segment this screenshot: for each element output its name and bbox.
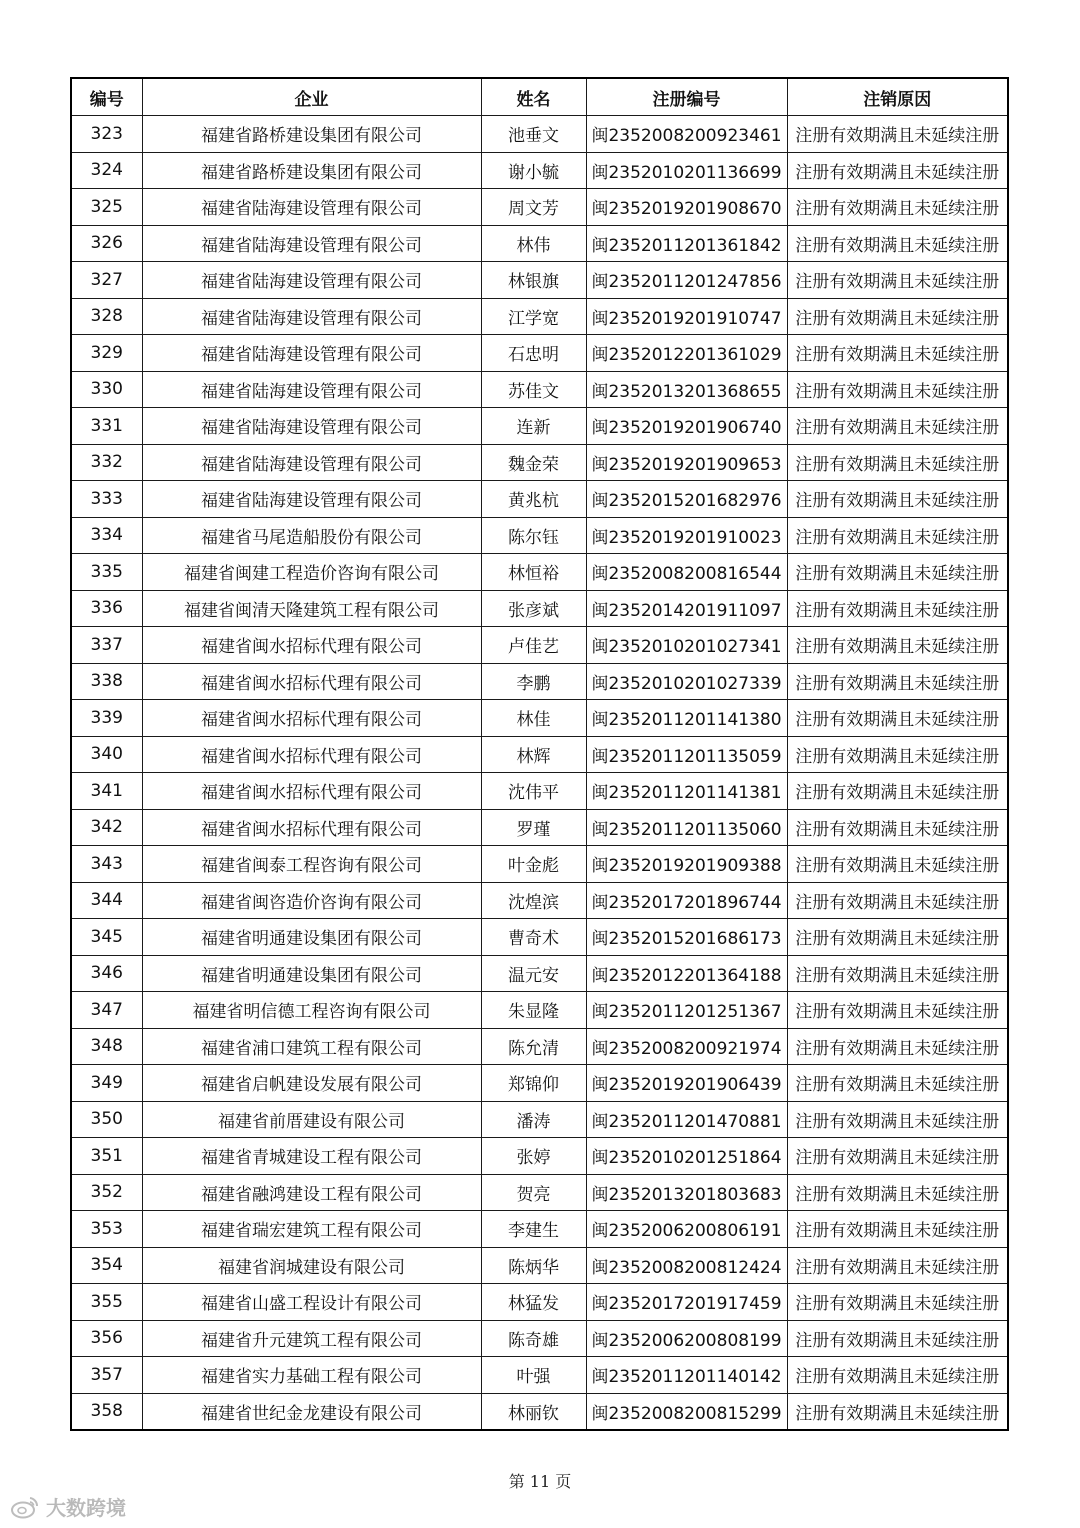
table-row <box>71 1284 1008 1321</box>
cell-company: 福建省青城建设工程有限公司 <box>142 1138 481 1175</box>
cell-no: 333 <box>71 481 142 518</box>
table-row <box>71 773 1008 810</box>
cell-name: 林恒裕 <box>481 554 586 591</box>
cell-company: 福建省实力基础工程有限公司 <box>142 1357 481 1394</box>
cell-reason: 注册有效期满且未延续注册 <box>787 846 1008 883</box>
cell-no: 339 <box>71 700 142 737</box>
cell-no: 358 <box>71 1393 142 1430</box>
cell-reason: 注册有效期满且未延续注册 <box>787 116 1008 153</box>
cell-company: 福建省路桥建设集团有限公司 <box>142 116 481 153</box>
cell-reason: 注册有效期满且未延续注册 <box>787 663 1008 700</box>
cell-company: 福建省闽水招标代理有限公司 <box>142 627 481 664</box>
cell-company: 福建省陆海建设管理有限公司 <box>142 335 481 372</box>
cell-name: 林佳 <box>481 700 586 737</box>
cell-company: 福建省闽水招标代理有限公司 <box>142 700 481 737</box>
table-row <box>71 955 1008 992</box>
cell-reason: 注册有效期满且未延续注册 <box>787 517 1008 554</box>
cell-reg-number: 闽2352011201141381 <box>586 773 787 810</box>
weibo-logo-icon <box>10 1495 40 1519</box>
cell-reason: 注册有效期满且未延续注册 <box>787 225 1008 262</box>
cell-reason: 注册有效期满且未延续注册 <box>787 736 1008 773</box>
cell-company: 福建省闽泰工程咨询有限公司 <box>142 846 481 883</box>
cell-reason: 注册有效期满且未延续注册 <box>787 1101 1008 1138</box>
cell-reason: 注册有效期满且未延续注册 <box>787 262 1008 299</box>
cell-no: 325 <box>71 189 142 226</box>
cell-reason: 注册有效期满且未延续注册 <box>787 371 1008 408</box>
cell-company: 福建省闽水招标代理有限公司 <box>142 773 481 810</box>
cell-no: 354 <box>71 1247 142 1284</box>
cell-reason: 注册有效期满且未延续注册 <box>787 554 1008 591</box>
cell-reason: 注册有效期满且未延续注册 <box>787 1065 1008 1102</box>
table-row <box>71 554 1008 591</box>
table-row <box>71 371 1008 408</box>
table-row <box>71 116 1008 153</box>
cell-no: 357 <box>71 1357 142 1394</box>
table-row <box>71 517 1008 554</box>
cell-name: 黄兆杭 <box>481 481 586 518</box>
cell-name: 沈煌滨 <box>481 882 586 919</box>
cell-company: 福建省闽清天隆建筑工程有限公司 <box>142 590 481 627</box>
cell-company: 福建省闽水招标代理有限公司 <box>142 809 481 846</box>
cell-no: 324 <box>71 152 142 189</box>
cell-reason: 注册有效期满且未延续注册 <box>787 152 1008 189</box>
cell-company: 福建省闽水招标代理有限公司 <box>142 736 481 773</box>
cell-reg-number: 闽2352011201141380 <box>586 700 787 737</box>
cell-reg-number: 闽2352019201906740 <box>586 408 787 445</box>
cell-reg-number: 闽2352006200806191 <box>586 1211 787 1248</box>
cell-name: 卢佳艺 <box>481 627 586 664</box>
cell-name: 谢小毓 <box>481 152 586 189</box>
cell-reg-number: 闽2352013201368655 <box>586 371 787 408</box>
cell-reg-number: 闽2352019201909388 <box>586 846 787 883</box>
table-row <box>71 262 1008 299</box>
cell-name: 林丽钦 <box>481 1393 586 1430</box>
table-row <box>71 700 1008 737</box>
cell-company: 福建省马尾造船股份有限公司 <box>142 517 481 554</box>
cell-reason: 注册有效期满且未延续注册 <box>787 189 1008 226</box>
cell-reason: 注册有效期满且未延续注册 <box>787 955 1008 992</box>
cell-reg-number: 闽2352013201803683 <box>586 1174 787 1211</box>
cell-company: 福建省明信德工程咨询有限公司 <box>142 992 481 1029</box>
page-number: 第 11 页 <box>508 1472 572 1491</box>
cell-reason: 注册有效期满且未延续注册 <box>787 1393 1008 1430</box>
cell-name: 林猛发 <box>481 1284 586 1321</box>
cell-company: 福建省升元建筑工程有限公司 <box>142 1320 481 1357</box>
table-row <box>71 1028 1008 1065</box>
cell-reg-number: 闽2352008200816544 <box>586 554 787 591</box>
cell-reg-number: 闽2352010201251864 <box>586 1138 787 1175</box>
header-company: 企业 <box>142 78 481 116</box>
cell-no: 348 <box>71 1028 142 1065</box>
cell-reason: 注册有效期满且未延续注册 <box>787 700 1008 737</box>
table-row <box>71 189 1008 226</box>
cell-name: 江学宽 <box>481 298 586 335</box>
cell-company: 福建省陆海建设管理有限公司 <box>142 189 481 226</box>
cell-company: 福建省陆海建设管理有限公司 <box>142 262 481 299</box>
cell-reg-number: 闽2352017201917459 <box>586 1284 787 1321</box>
table-row <box>71 736 1008 773</box>
cell-reason: 注册有效期满且未延续注册 <box>787 1174 1008 1211</box>
cell-no: 340 <box>71 736 142 773</box>
table-row <box>71 481 1008 518</box>
table-row <box>71 408 1008 445</box>
cell-reg-number: 闽2352008200815299 <box>586 1393 787 1430</box>
cell-reg-number: 闽2352019201908670 <box>586 189 787 226</box>
table-row <box>71 590 1008 627</box>
cell-name: 林辉 <box>481 736 586 773</box>
cell-name: 林伟 <box>481 225 586 262</box>
table-row <box>71 152 1008 189</box>
cell-no: 350 <box>71 1101 142 1138</box>
table-row <box>71 992 1008 1029</box>
cell-company: 福建省陆海建设管理有限公司 <box>142 371 481 408</box>
cell-reg-number: 闽2352012201364188 <box>586 955 787 992</box>
cell-no: 342 <box>71 809 142 846</box>
cell-name: 潘涛 <box>481 1101 586 1138</box>
table-row <box>71 882 1008 919</box>
cell-no: 326 <box>71 225 142 262</box>
cell-no: 323 <box>71 116 142 153</box>
cell-reason: 注册有效期满且未延续注册 <box>787 992 1008 1029</box>
table-row <box>71 1174 1008 1211</box>
table-row <box>71 1101 1008 1138</box>
cell-name: 李鹏 <box>481 663 586 700</box>
cell-company: 福建省陆海建设管理有限公司 <box>142 481 481 518</box>
cell-name: 曹奇术 <box>481 919 586 956</box>
cell-no: 344 <box>71 882 142 919</box>
cell-reason: 注册有效期满且未延续注册 <box>787 882 1008 919</box>
table-row <box>71 298 1008 335</box>
cell-reg-number: 闽2352011201135060 <box>586 809 787 846</box>
cell-name: 陈尔钰 <box>481 517 586 554</box>
cell-reason: 注册有效期满且未延续注册 <box>787 809 1008 846</box>
table-row <box>71 846 1008 883</box>
cell-reason: 注册有效期满且未延续注册 <box>787 1211 1008 1248</box>
table-row <box>71 225 1008 262</box>
cell-company: 福建省陆海建设管理有限公司 <box>142 444 481 481</box>
table-row <box>71 444 1008 481</box>
cell-no: 328 <box>71 298 142 335</box>
cell-reason: 注册有效期满且未延续注册 <box>787 335 1008 372</box>
cell-company: 福建省路桥建设集团有限公司 <box>142 152 481 189</box>
cell-reg-number: 闽2352014201911097 <box>586 590 787 627</box>
cell-reason: 注册有效期满且未延续注册 <box>787 1028 1008 1065</box>
table-row <box>71 1138 1008 1175</box>
table-row <box>71 1211 1008 1248</box>
cell-name: 连新 <box>481 408 586 445</box>
cell-reason: 注册有效期满且未延续注册 <box>787 444 1008 481</box>
cell-no: 331 <box>71 408 142 445</box>
cell-company: 福建省瑞宏建筑工程有限公司 <box>142 1211 481 1248</box>
cell-reg-number: 闽2352011201140142 <box>586 1357 787 1394</box>
cell-no: 351 <box>71 1138 142 1175</box>
cell-reg-number: 闽2352010201027339 <box>586 663 787 700</box>
cell-reason: 注册有效期满且未延续注册 <box>787 298 1008 335</box>
table-row <box>71 1357 1008 1394</box>
cell-no: 345 <box>71 919 142 956</box>
cell-reason: 注册有效期满且未延续注册 <box>787 1284 1008 1321</box>
table-row <box>71 335 1008 372</box>
cell-reg-number: 闽2352019201909653 <box>586 444 787 481</box>
cell-company: 福建省明通建设集团有限公司 <box>142 919 481 956</box>
cell-reg-number: 闽2352006200808199 <box>586 1320 787 1357</box>
cell-name: 温元安 <box>481 955 586 992</box>
cell-name: 周文芳 <box>481 189 586 226</box>
table-row <box>71 627 1008 664</box>
cell-no: 334 <box>71 517 142 554</box>
table-body <box>71 116 1008 1431</box>
cell-reason: 注册有效期满且未延续注册 <box>787 1247 1008 1284</box>
header-name: 姓名 <box>481 78 586 116</box>
cell-reason: 注册有效期满且未延续注册 <box>787 627 1008 664</box>
watermark <box>10 1492 126 1521</box>
cell-reg-number: 闽2352015201686173 <box>586 919 787 956</box>
cell-name: 苏佳文 <box>481 371 586 408</box>
table-row <box>71 1393 1008 1430</box>
cell-company: 福建省前厝建设有限公司 <box>142 1101 481 1138</box>
watermark-text: 大数跨境 <box>46 1496 126 1520</box>
cell-name: 叶金彪 <box>481 846 586 883</box>
cell-no: 343 <box>71 846 142 883</box>
cell-reason: 注册有效期满且未延续注册 <box>787 919 1008 956</box>
cell-no: 356 <box>71 1320 142 1357</box>
cell-reg-number: 闽2352012201361029 <box>586 335 787 372</box>
cell-name: 叶强 <box>481 1357 586 1394</box>
cell-name: 张婷 <box>481 1138 586 1175</box>
table-row <box>71 1065 1008 1102</box>
cell-reg-number: 闽2352017201896744 <box>586 882 787 919</box>
cell-name: 池垂文 <box>481 116 586 153</box>
cell-reason: 注册有效期满且未延续注册 <box>787 1138 1008 1175</box>
cell-name: 石忠明 <box>481 335 586 372</box>
cell-company: 福建省闽咨造价咨询有限公司 <box>142 882 481 919</box>
cell-no: 355 <box>71 1284 142 1321</box>
header-reason: 注销原因 <box>787 78 1008 116</box>
cell-company: 福建省浦口建筑工程有限公司 <box>142 1028 481 1065</box>
registration-table <box>70 77 1009 1431</box>
cell-reg-number: 闽2352010201027341 <box>586 627 787 664</box>
cell-name: 郑锦仰 <box>481 1065 586 1102</box>
cell-name: 朱显隆 <box>481 992 586 1029</box>
cell-no: 347 <box>71 992 142 1029</box>
cell-name: 张彦斌 <box>481 590 586 627</box>
cell-reason: 注册有效期满且未延续注册 <box>787 590 1008 627</box>
cell-reg-number: 闽2352019201910747 <box>586 298 787 335</box>
cell-reason: 注册有效期满且未延续注册 <box>787 773 1008 810</box>
cell-company: 福建省陆海建设管理有限公司 <box>142 298 481 335</box>
cell-no: 337 <box>71 627 142 664</box>
cell-name: 陈炳华 <box>481 1247 586 1284</box>
cell-reg-number: 闽2352011201470881 <box>586 1101 787 1138</box>
cell-company: 福建省润城建设有限公司 <box>142 1247 481 1284</box>
cell-reason: 注册有效期满且未延续注册 <box>787 408 1008 445</box>
cell-no: 336 <box>71 590 142 627</box>
table-header-row <box>71 78 1008 116</box>
cell-company: 福建省启帆建设发展有限公司 <box>142 1065 481 1102</box>
cell-name: 陈奇雄 <box>481 1320 586 1357</box>
header-reg-number: 注册编号 <box>586 78 787 116</box>
cell-reason: 注册有效期满且未延续注册 <box>787 1320 1008 1357</box>
cell-no: 341 <box>71 773 142 810</box>
cell-reg-number: 闽2352015201682976 <box>586 481 787 518</box>
cell-reg-number: 闽2352011201251367 <box>586 992 787 1029</box>
cell-reg-number: 闽2352019201910023 <box>586 517 787 554</box>
cell-no: 329 <box>71 335 142 372</box>
cell-name: 林银旗 <box>481 262 586 299</box>
cell-name: 陈允清 <box>481 1028 586 1065</box>
cell-reg-number: 闽2352011201247856 <box>586 262 787 299</box>
table-row <box>71 809 1008 846</box>
cell-reg-number: 闽2352011201361842 <box>586 225 787 262</box>
cell-company: 福建省融鸿建设工程有限公司 <box>142 1174 481 1211</box>
table-row <box>71 919 1008 956</box>
cell-no: 338 <box>71 663 142 700</box>
header-no: 编号 <box>71 78 142 116</box>
table-row <box>71 1247 1008 1284</box>
cell-no: 335 <box>71 554 142 591</box>
cell-company: 福建省闽水招标代理有限公司 <box>142 663 481 700</box>
cell-reg-number: 闽2352019201906439 <box>586 1065 787 1102</box>
cell-name: 李建生 <box>481 1211 586 1248</box>
cell-no: 353 <box>71 1211 142 1248</box>
cell-no: 349 <box>71 1065 142 1102</box>
cell-no: 346 <box>71 955 142 992</box>
cell-company: 福建省明通建设集团有限公司 <box>142 955 481 992</box>
cell-company: 福建省陆海建设管理有限公司 <box>142 408 481 445</box>
cell-no: 330 <box>71 371 142 408</box>
cell-name: 魏金荣 <box>481 444 586 481</box>
cell-reg-number: 闽2352008200923461 <box>586 116 787 153</box>
table-row <box>71 663 1008 700</box>
cell-name: 罗瑾 <box>481 809 586 846</box>
cell-name: 沈伟平 <box>481 773 586 810</box>
cell-reg-number: 闽2352010201136699 <box>586 152 787 189</box>
cell-company: 福建省世纪金龙建设有限公司 <box>142 1393 481 1430</box>
cell-company: 福建省山盛工程设计有限公司 <box>142 1284 481 1321</box>
cell-no: 352 <box>71 1174 142 1211</box>
cell-reason: 注册有效期满且未延续注册 <box>787 481 1008 518</box>
cell-reason: 注册有效期满且未延续注册 <box>787 1357 1008 1394</box>
cell-reg-number: 闽2352011201135059 <box>586 736 787 773</box>
cell-no: 327 <box>71 262 142 299</box>
cell-no: 332 <box>71 444 142 481</box>
cell-reg-number: 闽2352008200921974 <box>586 1028 787 1065</box>
cell-company: 福建省陆海建设管理有限公司 <box>142 225 481 262</box>
table-row <box>71 1320 1008 1357</box>
cell-company: 福建省闽建工程造价咨询有限公司 <box>142 554 481 591</box>
cell-name: 贺亮 <box>481 1174 586 1211</box>
cell-reg-number: 闽2352008200812424 <box>586 1247 787 1284</box>
